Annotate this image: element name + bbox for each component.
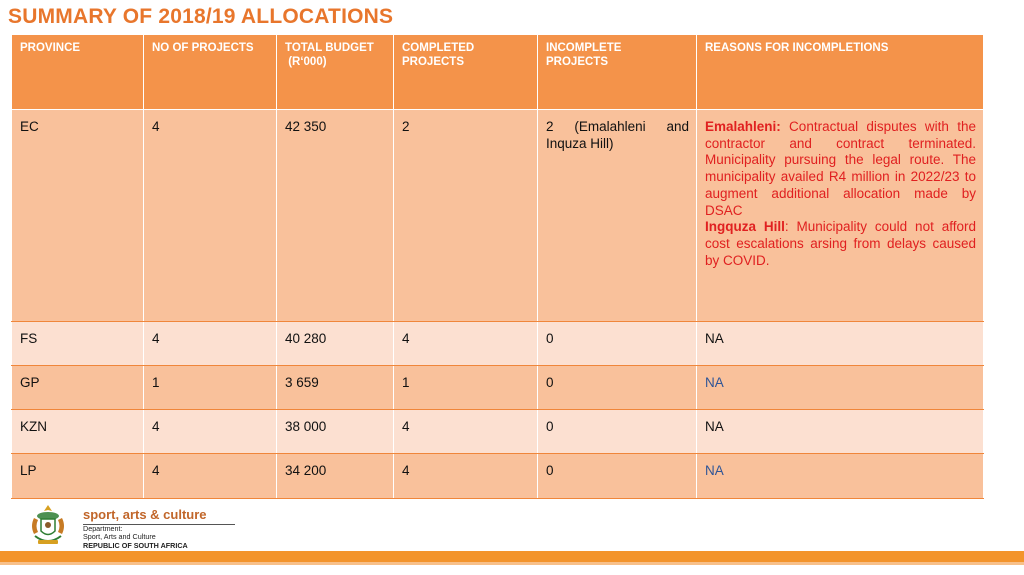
cell-province: EC (12, 110, 144, 322)
cell-province: KZN (12, 410, 144, 454)
department-label: Department: (83, 524, 123, 533)
table-row (12, 110, 984, 322)
country-name: REPUBLIC OF SOUTH AFRICA (83, 540, 188, 550)
cell-projects: 4 (144, 454, 277, 499)
table-row (12, 410, 984, 454)
table-row (12, 322, 984, 366)
page-title: SUMMARY OF 2018/19 ALLOCATIONS (8, 5, 394, 28)
cell-incomplete: 0 (538, 454, 697, 499)
cell-reason: NA (697, 366, 984, 410)
cell-completed: 4 (394, 410, 538, 454)
footer-bar-highlight (0, 562, 1024, 565)
cell-projects: 1 (144, 366, 277, 410)
allocations-table (11, 34, 984, 499)
cell-budget: 3 659 (277, 366, 394, 410)
cell-completed: 1 (394, 366, 538, 410)
cell-budget: 38 000 (277, 410, 394, 454)
cell-reason: NA (697, 322, 984, 366)
cell-budget: 42 350 (277, 110, 394, 322)
cell-province: LP (12, 454, 144, 499)
reason-text: Contractual disputes with the contractor and contract terminated. Municipality pursuing the legal route. The municipality availed R4 million in 2022/23 to augment additional allocation made by DSAC (705, 119, 976, 218)
reason-label: Ingquza Hill (705, 219, 785, 235)
cell-reason: NA (697, 410, 984, 454)
cell-projects: 4 (144, 410, 277, 454)
header-completed: COMPLETED PROJECTS (394, 35, 538, 110)
footer-bar (0, 551, 1024, 562)
department-lines (83, 525, 188, 550)
department-name: Sport, Arts and Culture (83, 532, 156, 542)
cell-incomplete: 0 (538, 322, 697, 366)
header-incomplete: INCOMPLETE PROJECTS (538, 35, 697, 110)
reason-label: Emalahleni: (705, 119, 781, 134)
cell-province: GP (12, 366, 144, 410)
header-projects: NO OF PROJECTS (144, 35, 277, 110)
cell-province: FS (12, 322, 144, 366)
cell-completed: 4 (394, 454, 538, 499)
cell-incomplete: 2 (Emalahleni and Inquza Hill) (538, 110, 697, 322)
cell-reason: NA (697, 454, 984, 499)
coat-of-arms-icon (26, 502, 70, 548)
table-row (12, 454, 984, 499)
cell-projects: 4 (144, 322, 277, 366)
cell-completed: 2 (394, 110, 538, 322)
brand-name: sport, arts & culture (83, 507, 235, 525)
table-row (12, 366, 984, 410)
header-reasons: REASONS FOR INCOMPLETIONS (697, 35, 984, 110)
cell-budget: 40 280 (277, 322, 394, 366)
header-budget: TOTAL BUDGET (R‘000) (277, 35, 394, 110)
table-header-row (12, 35, 984, 110)
cell-reason (697, 110, 984, 322)
reason-text: : Municipality could not afford cost escalations arsing from delays caused by COVID. (705, 219, 976, 268)
cell-projects: 4 (144, 110, 277, 322)
cell-incomplete: 0 (538, 410, 697, 454)
cell-completed: 4 (394, 322, 538, 366)
header-province: PROVINCE (12, 35, 144, 110)
cell-budget: 34 200 (277, 454, 394, 499)
cell-incomplete: 0 (538, 366, 697, 410)
